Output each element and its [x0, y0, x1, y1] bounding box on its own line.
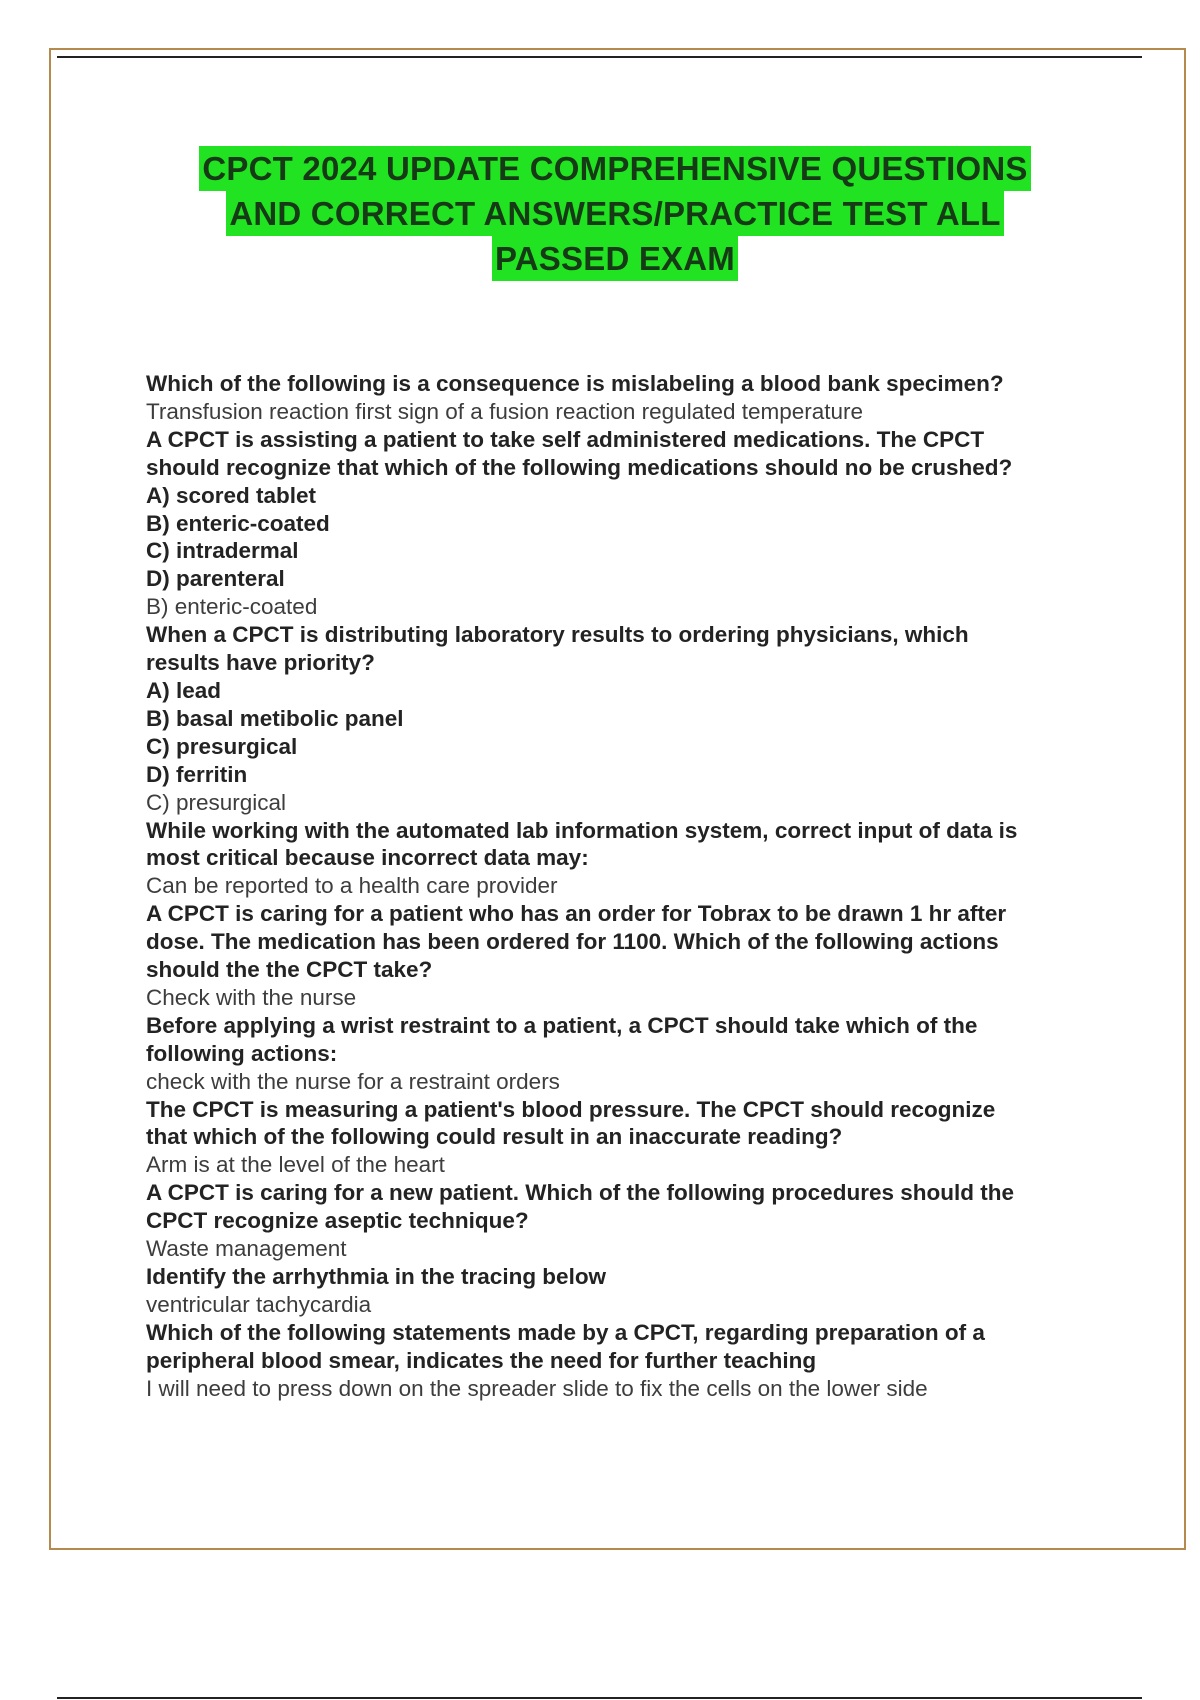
question-line: A) lead: [146, 677, 222, 703]
answer-line: Arm is at the level of the heart: [146, 1152, 445, 1178]
question-line: While working with the automated lab information system, correct input of data is: [146, 817, 1018, 843]
question-line: peripheral blood smear, indicates the need for further teaching: [146, 1347, 817, 1373]
question-line: A CPCT is caring for a new patient. Which of the following procedures should the: [146, 1180, 1014, 1206]
answer-line: Transfusion reaction first sign of a fusion reaction regulated temperature: [146, 398, 864, 424]
question-line: The CPCT is measuring a patient's blood pressure. The CPCT should recognize: [146, 1096, 996, 1122]
answer-line: C) presurgical: [146, 789, 287, 815]
question-line: D) parenteral: [146, 566, 285, 592]
question-line: following actions:: [146, 1040, 338, 1066]
answer-line: Check with the nurse: [146, 984, 357, 1010]
answer-line: check with the nurse for a restraint orders: [146, 1068, 560, 1094]
answer-line: I will need to press down on the spreader slide to fix the cells on the lower side: [146, 1375, 928, 1401]
answer-line: B) enteric-coated: [146, 594, 318, 620]
question-line: C) presurgical: [146, 733, 298, 759]
question-line: should recognize that which of the following medications should no be crushed?: [146, 454, 1013, 480]
question-line: B) enteric-coated: [146, 510, 330, 536]
question-line: When a CPCT is distributing laboratory results to ordering physicians, which: [146, 622, 969, 648]
question-line: Before applying a wrist restraint to a patient, a CPCT should take which of the: [146, 1012, 978, 1038]
question-answer-list: [146, 370, 1096, 1403]
question-line: Which of the following is a consequence is mislabeling a blood bank specimen?: [146, 371, 1004, 396]
answer-line: Waste management: [146, 1236, 347, 1262]
question-line: results have priority?: [146, 650, 375, 676]
question-line: that which of the following could result in an inaccurate reading?: [146, 1124, 843, 1150]
title-line: AND CORRECT ANSWERS/PRACTICE TEST ALL: [226, 191, 1003, 236]
title-line: CPCT 2024 UPDATE COMPREHENSIVE QUESTIONS: [199, 146, 1030, 191]
question-line: CPCT recognize aseptic technique?: [146, 1208, 529, 1234]
title-line: PASSED EXAM: [492, 236, 738, 281]
question-line: Which of the following statements made by a CPCT, regarding preparation of a: [146, 1319, 985, 1345]
answer-line: ventricular tachycardia: [146, 1291, 372, 1317]
question-line: A CPCT is assisting a patient to take self administered medications. The CPCT: [146, 426, 985, 452]
question-line: Identify the arrhythmia in the tracing below: [146, 1264, 607, 1289]
question-line: dose. The medication has been ordered for 1100. Which of the following actions: [146, 929, 999, 955]
bottom-rule: [57, 1697, 1142, 1699]
question-line: most critical because incorrect data may:: [146, 845, 589, 871]
question-line: should the the CPCT take?: [146, 957, 433, 983]
answer-line: Can be reported to a health care provider: [146, 873, 558, 899]
question-line: A CPCT is caring for a patient who has an order for Tobrax to be drawn 1 hr after: [146, 901, 1007, 927]
question-line: B) basal metibolic panel: [146, 705, 404, 731]
document-title: [140, 146, 1090, 281]
question-line: C) intradermal: [146, 538, 299, 564]
question-line: D) ferritin: [146, 761, 248, 787]
question-line: A) scored tablet: [146, 482, 317, 508]
